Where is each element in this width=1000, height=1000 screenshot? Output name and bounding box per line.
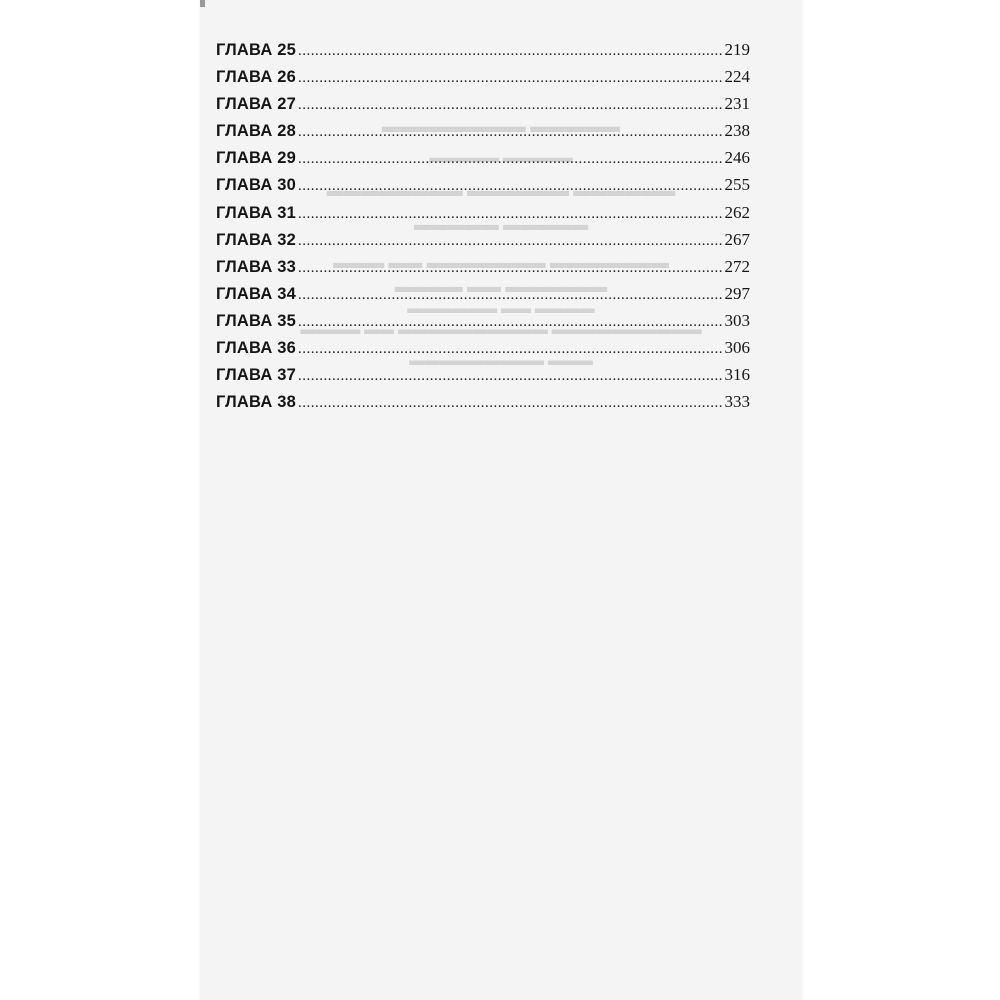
chapter-title: ГЛАВА 27 bbox=[216, 95, 296, 114]
page-number: 297 bbox=[724, 283, 750, 303]
chapter-title: ГЛАВА 29 bbox=[216, 149, 296, 168]
page-number: 267 bbox=[724, 229, 750, 249]
show-through-imprint: ▬▬▬▬▬ ▬▬▬▬▬▬▬▬ ▬▬▬▬▬ ▬▬▬▬▬ ▬▬▬▬▬▬ ▬▬▬▬▬▬ ▬▬▬▬▬▬▬▬ ▬▬▬▬▬ ▬▬▬▬▬ ▬▬▬▬▬▬▬ ▬▬▬▬▬▬▬ ▬▬ ▬▬▬ ▬▬▬▬▬▬ ▬▬ ▬▬▬▬ ▬▬▬▬ ▬▬ ▬▬▬▬▬▬ ▬▬▬▬▬▬▬▬▬▬ ▬▬▬▬▬▬▬▬▬▬ ▬▬ ▬▬▬▬ ▬▬▬ ▬▬▬▬▬▬▬▬▬ bbox=[300, 116, 702, 369]
page-number: 219 bbox=[724, 40, 750, 59]
toc-entry bbox=[216, 175, 750, 202]
chapter-title: ГЛАВА 35 bbox=[216, 311, 296, 330]
toc-entry bbox=[216, 392, 750, 419]
toc-entry bbox=[216, 94, 750, 121]
chapter-title: ГЛАВА 30 bbox=[216, 176, 296, 195]
toc-entry bbox=[216, 311, 750, 338]
page-number: 231 bbox=[724, 94, 750, 114]
dot-leader bbox=[298, 206, 723, 223]
page-number: 303 bbox=[724, 310, 750, 330]
page-corner-mark bbox=[200, 0, 205, 7]
page-number: 316 bbox=[724, 365, 750, 385]
chapter-title: ГЛАВА 31 bbox=[216, 203, 296, 222]
toc-entry bbox=[216, 365, 750, 392]
chapter-title: ГЛАВА 25 bbox=[216, 41, 296, 59]
page-number: 262 bbox=[724, 202, 750, 222]
page-number: 333 bbox=[724, 392, 750, 412]
dot-leader bbox=[298, 287, 723, 304]
chapter-title: ГЛАВА 36 bbox=[216, 339, 296, 358]
page-number: 272 bbox=[724, 256, 750, 276]
table-of-contents bbox=[216, 40, 750, 419]
chapter-title: ГЛАВА 32 bbox=[216, 230, 296, 249]
page-number: 238 bbox=[724, 121, 750, 141]
page-number: 306 bbox=[724, 338, 750, 358]
chapter-title: ГЛАВА 33 bbox=[216, 257, 296, 276]
toc-entry bbox=[216, 203, 750, 230]
dot-leader bbox=[298, 43, 723, 60]
dot-leader bbox=[298, 260, 723, 277]
chapter-title: ГЛАВА 37 bbox=[216, 366, 296, 385]
chapter-title: ГЛАВА 26 bbox=[216, 68, 296, 87]
toc-entry bbox=[216, 257, 750, 284]
toc-entry bbox=[216, 121, 750, 148]
dot-leader bbox=[298, 395, 723, 412]
dot-leader bbox=[298, 178, 723, 195]
page-number: 255 bbox=[724, 175, 750, 195]
dot-leader bbox=[298, 97, 723, 114]
toc-entry bbox=[216, 40, 750, 67]
dot-leader bbox=[298, 341, 723, 358]
dot-leader bbox=[298, 314, 723, 331]
toc-entry bbox=[216, 148, 750, 175]
dot-leader bbox=[298, 368, 723, 385]
dot-leader bbox=[298, 233, 723, 250]
chapter-title: ГЛАВА 38 bbox=[216, 393, 296, 412]
toc-entry bbox=[216, 284, 750, 311]
chapter-title: ГЛАВА 34 bbox=[216, 284, 296, 303]
dot-leader bbox=[298, 70, 723, 87]
page-number: 246 bbox=[724, 148, 750, 168]
dot-leader bbox=[298, 124, 723, 141]
page-number: 224 bbox=[724, 67, 750, 87]
chapter-title: ГЛАВА 28 bbox=[216, 122, 296, 141]
dot-leader bbox=[298, 151, 723, 168]
toc-entry bbox=[216, 67, 750, 94]
toc-entry bbox=[216, 338, 750, 365]
toc-entry bbox=[216, 230, 750, 257]
